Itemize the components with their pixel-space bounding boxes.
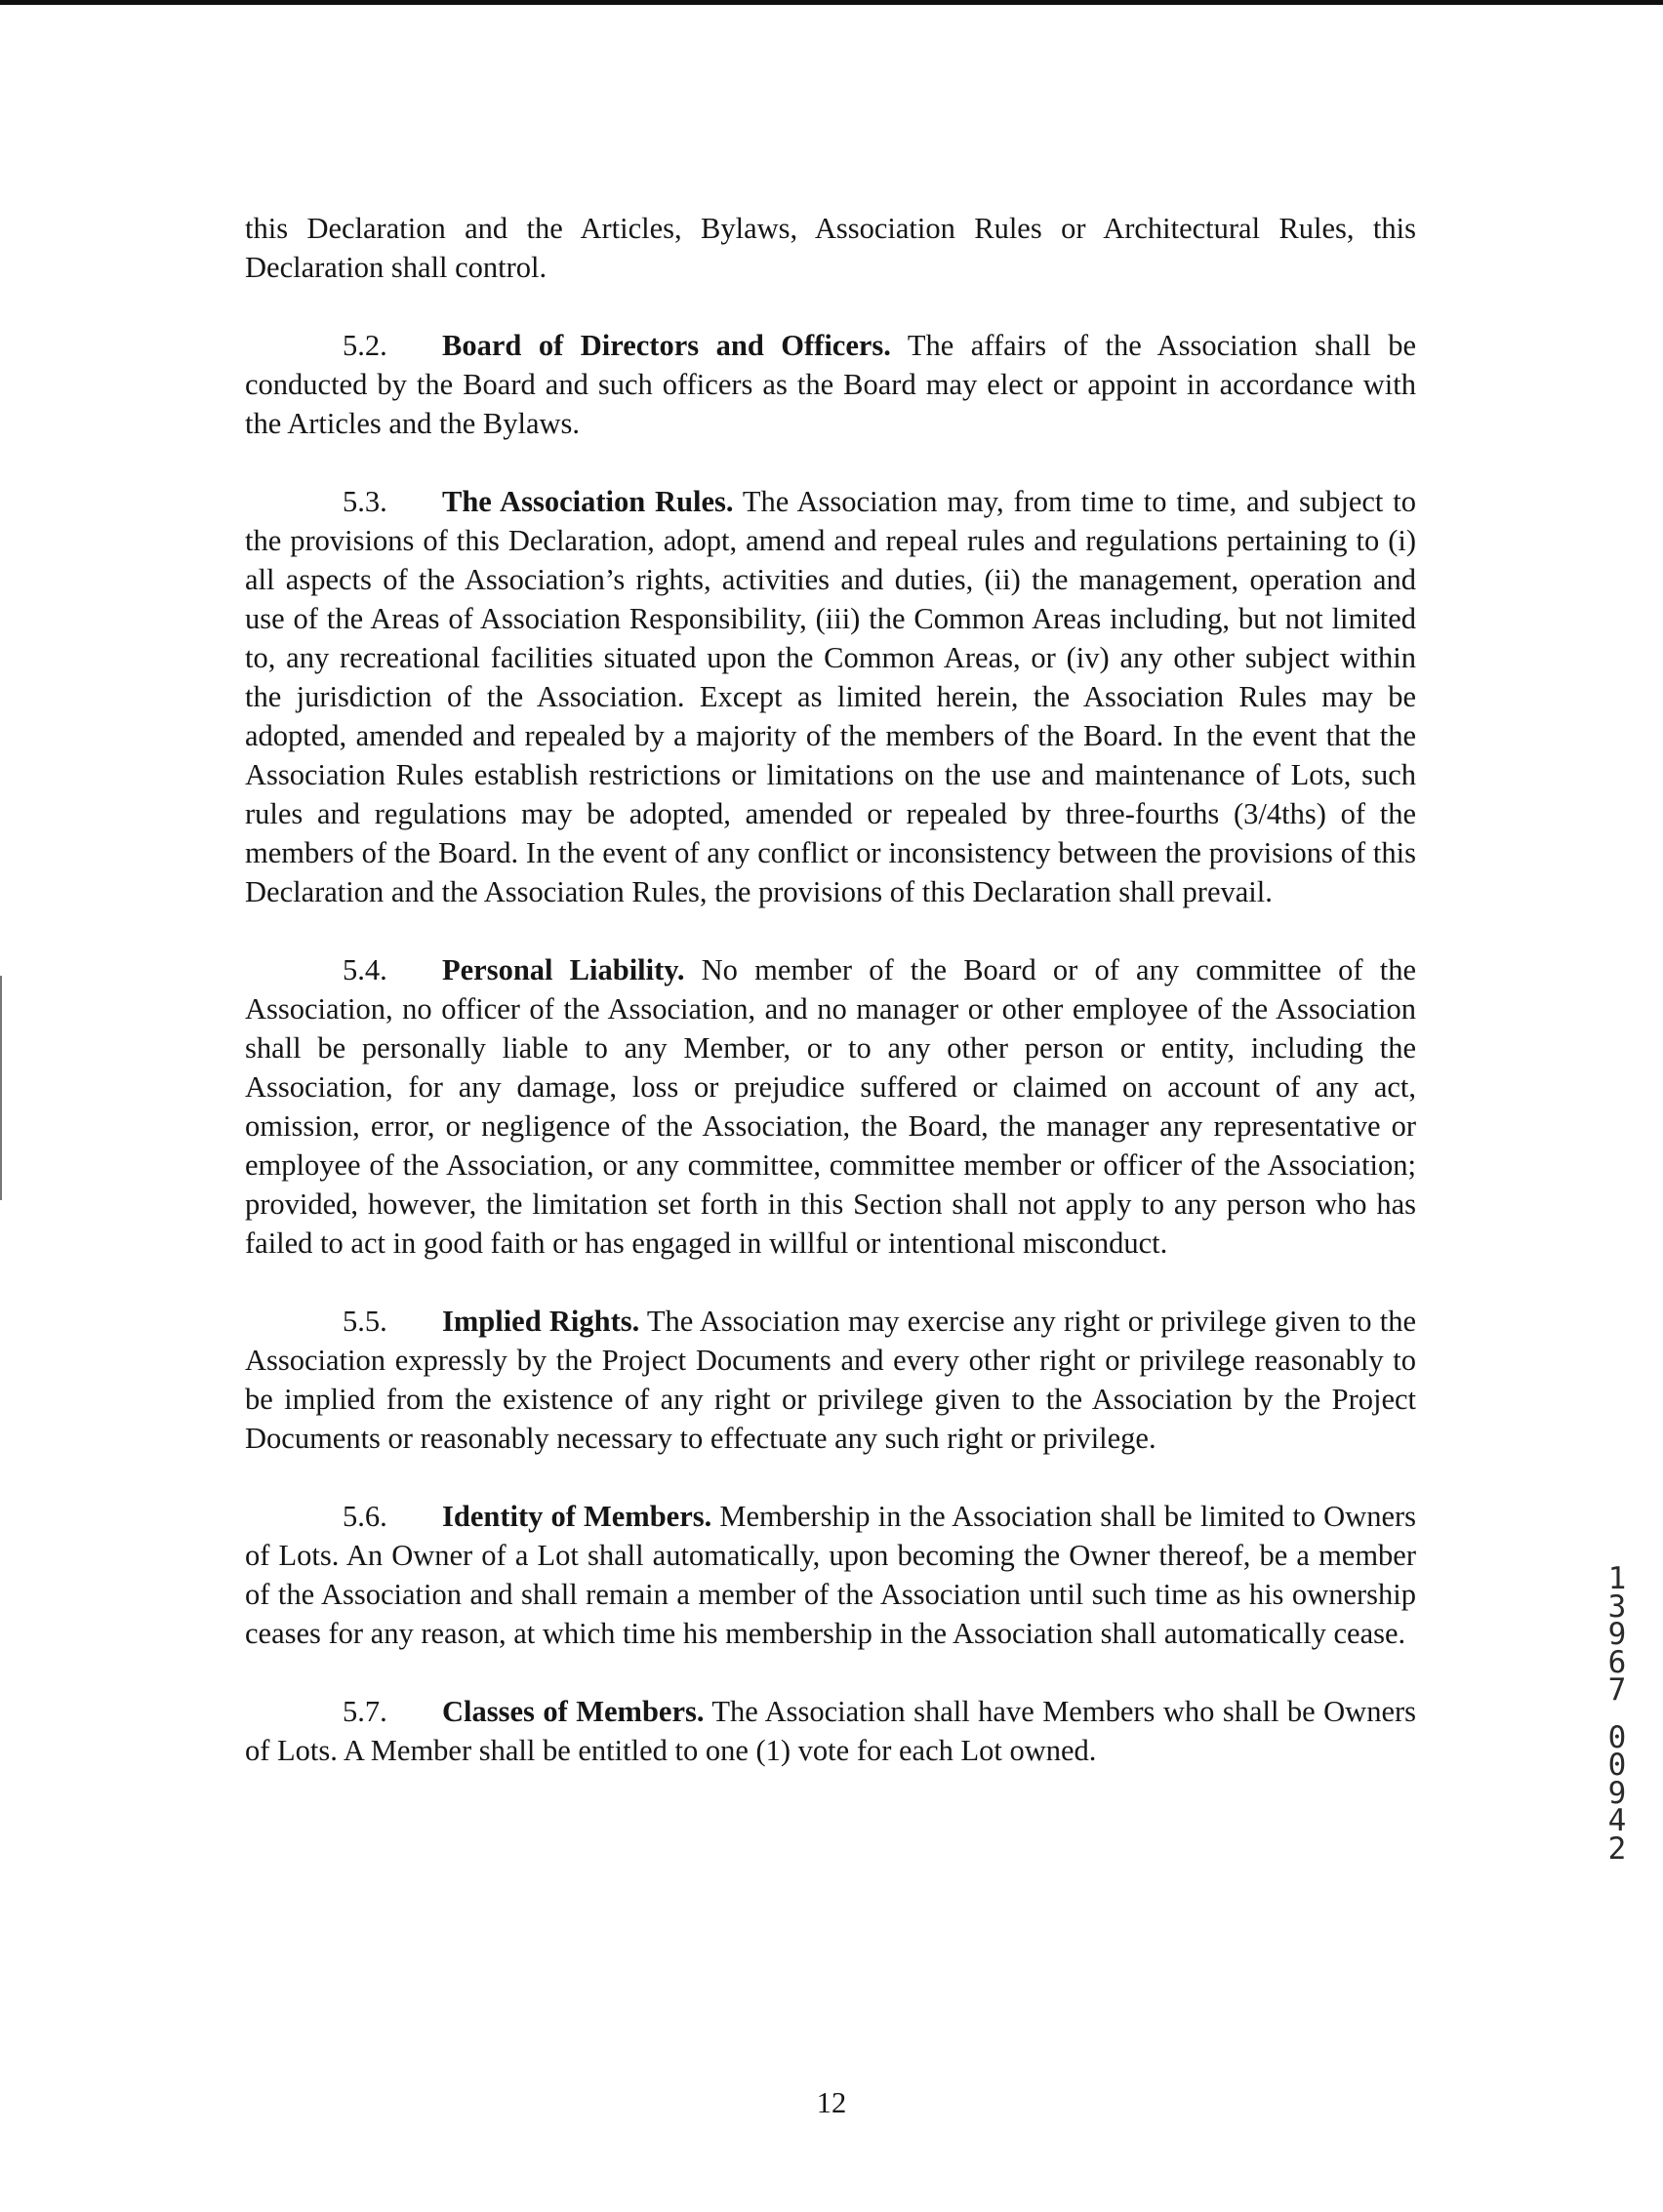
intro-paragraph: this Declaration and the Articles, Bylaws, Association Rules or Architectural Rules, this Declaration shall control. <box>245 212 1416 284</box>
section-5-3 <box>245 482 1416 911</box>
recording-page-number: 00942 <box>1607 1719 1627 1867</box>
section-number: 5.7. <box>343 1695 387 1728</box>
section-5-5 <box>245 1302 1416 1458</box>
section-body: Membership in the Association shall be limited to Owners of Lots. An Owner of a Lot shall automatically, upon becoming the Owner thereof, be a member of the Association and shall remain a member of the Association until such time as his ownership ceases for any reason, at which time his membership in the Association shall automatically cease. <box>245 1500 1417 1650</box>
recording-book-number: 13967 <box>1607 1561 1627 1708</box>
section-number: 5.4. <box>343 953 387 986</box>
section-number: 5.2. <box>343 329 387 362</box>
section-body: The Association may, from time to time, and subject to the provisions of this Declaration, adopt, amend and repeal rules and regulations pertaining to (i) all aspects of the Association’s rights, activities and duties, (ii) the management, operation and use of the Areas of Association Responsibility, (iii) the Common Areas including, but not limited to, any recreational facilities situated upon the Common Areas, or (iv) any other subject within the jurisdiction of the Association. Except as limited herein, the Association Rules may be adopted, amended and repealed by a majority of the members of the Board. In the event that the Association Rules establish restrictions or limitations on the use and maintenance of Lots, such rules and regulations may be adopted, amended or repealed by three-fourths (3/4ths) of the members of the Board. In the event of any conflict or inconsistency between the provisions of this Declaration and the Association Rules, the provisions of this Declaration shall prevail. <box>245 485 1417 908</box>
recording-number-stamp <box>1601 1561 1634 1867</box>
section-body: The Association shall have Members who shall be Owners of Lots. A Member shall be entitled to one (1) vote for each Lot owned. <box>245 1695 1417 1767</box>
section-number: 5.6. <box>343 1500 387 1533</box>
document-body <box>245 209 1416 1809</box>
section-title: The Association Rules. <box>442 485 734 518</box>
section-5-2 <box>245 326 1416 443</box>
section-title: Personal Liability. <box>442 953 685 986</box>
section-title: Board of Directors and Officers. <box>442 329 891 362</box>
page-number: 12 <box>816 2086 847 2119</box>
section-5-4 <box>245 950 1416 1263</box>
section-body: The affairs of the Association shall be conducted by the Board and such officers as the Board may elect or appoint in accordance with the Articles and the Bylaws. <box>245 329 1416 440</box>
left-scan-edge <box>0 976 2 1200</box>
section-body: The Association may exercise any right or privilege given to the Association expressly by the Project Documents and every other right or privilege reasonably to be implied from the existence of any right or privilege given to the Association by the Project Documents or reasonably necessary to effectuate any such right or privilege. <box>245 1305 1417 1455</box>
section-5-6 <box>245 1497 1416 1653</box>
section-title: Implied Rights. <box>442 1305 640 1338</box>
section-body: No member of the Board or of any committee of the Association, no officer of the Association, and no manager or other employee of the Association shall be personally liable to any Member, or to any other person or entity, including the Association, for any damage, loss or prejudice suffered or claimed on account of any act, omission, error, or negligence of the Association, the Board, the manager any representative or employee of the Association, or any committee, committee member or officer of the Association; provided, however, the limitation set forth in this Section shall not apply to any person who has failed to act in good faith or has engaged in willful or intentional misconduct. <box>245 953 1416 1260</box>
section-number: 5.3. <box>343 485 387 518</box>
section-title: Identity of Members. <box>442 1500 712 1533</box>
top-scan-border <box>0 0 1663 5</box>
section-title: Classes of Members. <box>442 1695 705 1728</box>
section-5-7 <box>245 1692 1416 1770</box>
section-number: 5.5. <box>343 1305 387 1338</box>
